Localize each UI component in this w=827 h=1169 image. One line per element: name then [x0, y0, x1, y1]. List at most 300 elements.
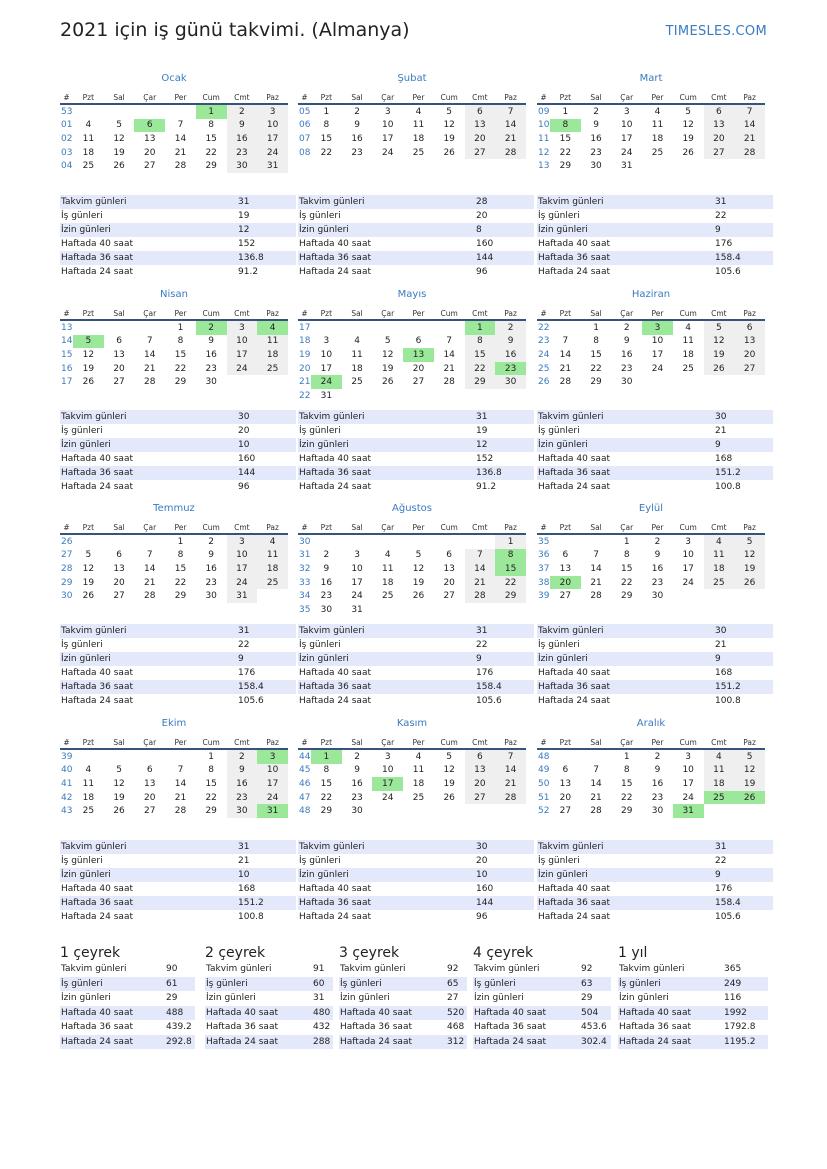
- day-cell: 13: [704, 119, 735, 133]
- month-stats: [60, 410, 296, 494]
- stat-label: Haftada 40 saat: [299, 884, 371, 894]
- day-cell: 21: [174, 147, 187, 158]
- week-row: [60, 375, 288, 389]
- day-cell: 23: [621, 363, 633, 374]
- day-cell: 28: [495, 791, 526, 805]
- stat-row: [60, 882, 296, 896]
- day-cell: 11: [257, 549, 288, 563]
- week-row: [60, 320, 288, 335]
- day-cell: 26: [113, 806, 125, 817]
- day-cell: 20: [144, 147, 156, 158]
- day-cell: 27: [412, 377, 425, 388]
- stat-row: [537, 452, 773, 466]
- stat-label: Haftada 40 saat: [206, 1007, 278, 1018]
- stat-value: 92: [447, 964, 459, 974]
- week-number: 26: [61, 536, 73, 547]
- month-name: Haziran: [631, 289, 671, 300]
- stat-value: 105.6: [715, 912, 741, 922]
- stat-row: [60, 868, 296, 882]
- month-name: Aralık: [636, 718, 666, 729]
- day-cell: 22: [320, 792, 333, 803]
- stat-label: Haftada 40 saat: [61, 239, 133, 249]
- day-cell: [581, 534, 612, 549]
- weekday-header: Pzt: [73, 521, 104, 534]
- stat-value: 453.6: [581, 1022, 607, 1032]
- weekday-header-row: [537, 91, 765, 104]
- month-calendar: [298, 72, 526, 159]
- stat-value: 12: [238, 225, 250, 235]
- month-name: Mart: [639, 73, 663, 84]
- day-cell: 16: [651, 778, 664, 789]
- stat-value: 27: [447, 993, 459, 1003]
- week-row: [60, 589, 288, 603]
- month-calendar: [537, 502, 765, 603]
- stat-label: Haftada 36 saat: [340, 1022, 412, 1032]
- day-cell: 16: [227, 132, 258, 146]
- day-cell: 6: [446, 550, 453, 561]
- stat-value: 31: [476, 412, 488, 422]
- stat-label: İş günleri: [538, 211, 580, 221]
- stat-label: İzin günleri: [61, 654, 111, 664]
- day-cell: 25: [382, 591, 394, 602]
- day-cell: 4: [704, 534, 735, 549]
- day-cell: 1: [623, 536, 630, 547]
- week-number: 29: [61, 577, 73, 588]
- weekday-header: Pzt: [311, 91, 342, 104]
- day-cell: 9: [654, 765, 661, 776]
- stat-value: 249: [724, 978, 742, 989]
- stat-value: 168: [715, 668, 733, 678]
- stat-row: [60, 1020, 195, 1035]
- month-calendar: [60, 72, 288, 173]
- day-cell: [372, 320, 403, 335]
- day-cell: [165, 104, 196, 119]
- day-cell: 1: [177, 322, 184, 333]
- stat-label: Takvim günleri: [61, 626, 127, 636]
- day-cell: 14: [495, 119, 526, 133]
- stat-label: Haftada 40 saat: [61, 884, 133, 894]
- month-calendar: [298, 288, 526, 403]
- stat-label: Haftada 24 saat: [474, 1036, 546, 1047]
- week-row: [298, 389, 526, 403]
- day-cell: 24: [227, 576, 258, 590]
- day-cell: [734, 589, 765, 603]
- stat-label: Haftada 24 saat: [61, 912, 133, 922]
- stat-row: [60, 251, 296, 265]
- stat-row: [473, 991, 611, 1006]
- week-row: [298, 320, 526, 335]
- day-cell: [673, 159, 704, 173]
- weekday-header: Paz: [257, 736, 288, 749]
- stat-value: 29: [166, 993, 178, 1003]
- day-cell: 8: [323, 765, 330, 776]
- stat-value: 91.2: [476, 482, 497, 492]
- day-cell: [104, 320, 135, 335]
- day-cell: 8: [465, 335, 496, 349]
- day-cell: 28: [590, 591, 602, 602]
- day-cell: 13: [113, 563, 125, 574]
- day-cell: 7: [146, 550, 153, 561]
- stat-row: [339, 1006, 467, 1021]
- day-cell: 4: [354, 336, 360, 347]
- stat-label: Takvim günleri: [61, 197, 127, 207]
- week-row: [60, 335, 288, 349]
- period-summary: [473, 945, 611, 1049]
- day-cell: 16: [495, 348, 526, 362]
- stat-row: [473, 1020, 611, 1035]
- day-cell: 17: [682, 563, 694, 574]
- brand-link[interactable]: TIMESLES.COM: [665, 24, 767, 39]
- week-row: [60, 804, 288, 818]
- week-row: [298, 791, 526, 805]
- month-name: Temmuz: [153, 503, 195, 514]
- day-cell: 19: [113, 147, 125, 158]
- day-cell: 28: [495, 146, 526, 160]
- stat-value: 158.4: [238, 682, 264, 692]
- day-cell: 9: [323, 563, 330, 574]
- week-row: [537, 791, 765, 805]
- month-calendar: [60, 717, 288, 818]
- stat-label: Takvim günleri: [299, 626, 365, 636]
- day-cell: 16: [621, 349, 633, 360]
- stat-value: 1195.2: [724, 1036, 756, 1047]
- day-cell: 6: [704, 104, 735, 119]
- day-cell: 31: [257, 159, 288, 173]
- week-number: 05: [299, 106, 311, 117]
- stat-value: 144: [476, 898, 494, 908]
- day-cell: 13: [734, 335, 765, 349]
- day-cell: 28: [734, 146, 765, 160]
- week-number: 22: [299, 390, 311, 401]
- stat-label: Haftada 24 saat: [538, 696, 610, 706]
- weekday-header: Paz: [495, 91, 526, 104]
- stat-value: 31: [238, 197, 250, 207]
- stat-row: [537, 638, 773, 652]
- day-cell: 21: [495, 132, 526, 146]
- day-cell: 12: [382, 349, 394, 360]
- day-cell: [257, 375, 288, 389]
- week-number: 21: [299, 377, 311, 388]
- day-cell: 29: [621, 806, 633, 817]
- day-cell: 29: [205, 161, 217, 172]
- weekday-header: Cmt: [465, 91, 496, 104]
- week-row: [60, 562, 288, 576]
- stat-value: 116: [724, 993, 742, 1003]
- stat-value: 31: [476, 626, 488, 636]
- stat-label: Haftada 36 saat: [299, 468, 371, 478]
- month-grid: [60, 307, 288, 389]
- stat-value: 158.4: [476, 682, 502, 692]
- stat-label: İzin günleri: [206, 993, 256, 1003]
- day-cell: 26: [412, 591, 425, 602]
- holiday-day-cell: 25: [704, 791, 735, 805]
- stat-label: Takvim günleri: [206, 964, 272, 974]
- stat-row: [205, 1020, 333, 1035]
- period-title: 2 çeyrek: [205, 945, 266, 961]
- month-grid: [537, 736, 765, 818]
- day-cell: 20: [443, 577, 455, 588]
- stat-row: [618, 1035, 768, 1050]
- stat-row: [537, 910, 773, 924]
- month-grid: [298, 91, 526, 159]
- day-cell: 26: [443, 792, 455, 803]
- day-cell: 12: [443, 765, 455, 776]
- day-cell: 2: [623, 322, 630, 333]
- holiday-day-cell: 1: [465, 320, 496, 335]
- holiday-day-cell: 1: [196, 104, 227, 119]
- stat-value: 176: [715, 239, 733, 249]
- stat-row: [60, 209, 296, 223]
- day-cell: 1: [323, 106, 330, 117]
- stat-value: 20: [238, 426, 250, 436]
- stat-label: İzin günleri: [61, 993, 111, 1003]
- stat-label: İzin günleri: [538, 870, 588, 880]
- weekday-header: Cum: [434, 307, 465, 320]
- week-number-header: #: [537, 307, 550, 320]
- day-cell: 26: [443, 147, 455, 158]
- stat-value: 8: [476, 225, 482, 235]
- stat-label: İş günleri: [61, 640, 103, 650]
- stat-label: Haftada 36 saat: [61, 468, 133, 478]
- week-number-header: #: [60, 521, 73, 534]
- week-row: [298, 576, 526, 590]
- stat-label: Haftada 24 saat: [61, 267, 133, 277]
- stat-label: Haftada 36 saat: [474, 1022, 546, 1032]
- stat-row: [298, 910, 534, 924]
- stat-label: Haftada 24 saat: [61, 1036, 133, 1047]
- stat-label: Haftada 36 saat: [61, 1022, 133, 1032]
- day-cell: [704, 589, 735, 603]
- day-cell: 12: [82, 349, 95, 360]
- day-cell: 2: [227, 749, 258, 764]
- stat-label: İzin günleri: [538, 225, 588, 235]
- month-name: Şubat: [397, 73, 427, 84]
- stat-row: [60, 624, 296, 638]
- weekday-header: Sal: [342, 307, 373, 320]
- stat-value: 176: [715, 884, 733, 894]
- day-cell: 8: [593, 336, 599, 347]
- week-row: [60, 576, 288, 590]
- stat-label: İzin günleri: [538, 440, 588, 450]
- holiday-day-cell: 8: [495, 549, 526, 563]
- day-cell: [642, 159, 673, 173]
- day-cell: 12: [82, 563, 95, 574]
- day-cell: 24: [257, 791, 288, 805]
- stat-label: Haftada 24 saat: [340, 1036, 412, 1047]
- weekday-header: Sal: [581, 307, 612, 320]
- day-cell: [372, 534, 403, 549]
- stat-value: 60: [313, 978, 325, 989]
- day-cell: 11: [351, 349, 363, 360]
- weekday-header: Paz: [257, 307, 288, 320]
- week-number: 40: [61, 765, 73, 776]
- stat-row: [537, 666, 773, 680]
- day-cell: 31: [227, 589, 258, 603]
- day-cell: [104, 534, 135, 549]
- day-cell: 8: [323, 120, 330, 131]
- day-cell: 16: [320, 577, 333, 588]
- week-row: [537, 549, 765, 563]
- stat-value: 30: [238, 412, 250, 422]
- day-cell: 30: [651, 806, 664, 817]
- weekday-header: Per: [165, 521, 196, 534]
- day-cell: [342, 389, 373, 403]
- week-number: 01: [61, 120, 73, 131]
- day-cell: 7: [465, 549, 496, 563]
- week-row: [298, 362, 526, 376]
- stat-label: İş günleri: [61, 211, 103, 221]
- month-stats: [298, 624, 534, 708]
- stat-row: [60, 991, 195, 1006]
- day-cell: 25: [82, 161, 95, 172]
- stat-row: [537, 195, 773, 209]
- week-row: [537, 132, 765, 146]
- weekday-header: Per: [642, 91, 673, 104]
- month-calendar: [60, 288, 288, 389]
- stat-label: Haftada 24 saat: [61, 696, 133, 706]
- day-cell: 19: [412, 577, 425, 588]
- day-cell: 28: [559, 377, 572, 388]
- weekday-header: Cmt: [704, 736, 735, 749]
- day-cell: 18: [651, 133, 664, 144]
- stat-label: Takvim günleri: [299, 842, 365, 852]
- stat-value: 22: [715, 211, 727, 221]
- holiday-day-cell: 3: [642, 320, 673, 335]
- week-number-header: #: [60, 736, 73, 749]
- week-row: [60, 534, 288, 549]
- day-cell: 22: [205, 792, 217, 803]
- period-title: 3 çeyrek: [339, 945, 400, 961]
- stat-label: Takvim günleri: [340, 964, 406, 974]
- day-cell: 22: [495, 576, 526, 590]
- day-cell: 28: [174, 161, 187, 172]
- day-cell: [134, 104, 165, 119]
- day-cell: 27: [559, 806, 572, 817]
- stat-row: [298, 251, 534, 265]
- day-cell: 14: [443, 349, 455, 360]
- weekday-header-row: [298, 521, 526, 534]
- day-cell: 20: [113, 577, 125, 588]
- day-cell: 28: [465, 589, 496, 603]
- week-number: 39: [538, 591, 550, 602]
- day-cell: 19: [443, 133, 455, 144]
- stat-value: 12: [476, 440, 488, 450]
- week-number: 08: [299, 147, 311, 158]
- day-cell: 17: [257, 132, 288, 146]
- stat-label: Takvim günleri: [538, 842, 604, 852]
- day-cell: 19: [82, 577, 95, 588]
- weekday-header: Per: [165, 91, 196, 104]
- stat-label: Haftada 40 saat: [61, 1007, 133, 1018]
- holiday-day-cell: 31: [673, 804, 704, 818]
- month-stats: [537, 624, 773, 708]
- stat-value: 105.6: [238, 696, 264, 706]
- stat-label: Haftada 40 saat: [299, 239, 371, 249]
- weekday-header: Sal: [104, 307, 135, 320]
- day-cell: 30: [320, 604, 333, 615]
- stat-value: 100.8: [715, 482, 741, 492]
- day-cell: 30: [590, 161, 602, 172]
- day-cell: 18: [412, 133, 425, 144]
- weekday-header: Sal: [104, 521, 135, 534]
- stat-row: [537, 680, 773, 694]
- week-number: 03: [61, 147, 73, 158]
- day-cell: 28: [174, 806, 187, 817]
- week-number: 24: [538, 349, 550, 360]
- stat-value: 160: [476, 884, 494, 894]
- day-cell: 24: [682, 577, 694, 588]
- day-cell: 8: [208, 765, 215, 776]
- stat-value: 65: [447, 978, 459, 989]
- stat-value: 439.2: [166, 1022, 192, 1032]
- weekday-header: Çar: [134, 736, 165, 749]
- day-cell: 11: [412, 765, 425, 776]
- weekday-header: Pzt: [311, 521, 342, 534]
- stat-value: 30: [715, 412, 727, 422]
- day-cell: 14: [144, 563, 156, 574]
- day-cell: 24: [651, 363, 664, 374]
- day-cell: 14: [495, 764, 526, 778]
- day-cell: 6: [116, 550, 122, 561]
- day-cell: [311, 320, 342, 335]
- day-cell: [403, 320, 434, 335]
- day-cell: 21: [174, 792, 187, 803]
- stat-label: İş günleri: [538, 426, 580, 436]
- weekday-header: Cum: [196, 736, 227, 749]
- stat-value: 10: [238, 440, 250, 450]
- stat-label: Haftada 36 saat: [206, 1022, 278, 1032]
- week-row: [537, 362, 765, 376]
- stat-label: İzin günleri: [340, 993, 390, 1003]
- stat-label: Haftada 40 saat: [538, 668, 610, 678]
- day-cell: [495, 389, 526, 403]
- weekday-header: Cum: [434, 91, 465, 104]
- day-cell: 26: [113, 161, 125, 172]
- stat-label: İzin günleri: [299, 440, 349, 450]
- stat-row: [60, 638, 296, 652]
- day-cell: [550, 320, 581, 335]
- month-stats: [60, 624, 296, 708]
- day-cell: 18: [382, 577, 394, 588]
- day-cell: 28: [144, 377, 156, 388]
- day-cell: [734, 375, 765, 389]
- day-cell: 6: [415, 336, 422, 347]
- week-row: [537, 764, 765, 778]
- day-cell: 24: [227, 362, 258, 376]
- day-cell: 23: [590, 147, 602, 158]
- stat-value: 302.4: [581, 1036, 607, 1047]
- month-stats: [60, 840, 296, 924]
- month-grid: [298, 307, 526, 403]
- day-cell: 5: [446, 106, 453, 117]
- day-cell: 5: [384, 336, 391, 347]
- weekday-header: Paz: [734, 736, 765, 749]
- day-cell: 17: [682, 778, 694, 789]
- day-cell: 28: [443, 377, 455, 388]
- day-cell: 14: [174, 133, 187, 144]
- day-cell: 14: [590, 563, 602, 574]
- stat-value: 21: [238, 856, 250, 866]
- day-cell: 23: [205, 577, 217, 588]
- day-cell: [311, 534, 342, 549]
- day-cell: 13: [443, 563, 455, 574]
- stat-value: 9: [238, 654, 244, 664]
- week-number: 30: [61, 591, 73, 602]
- stat-row: [298, 452, 534, 466]
- stat-label: Haftada 24 saat: [299, 696, 371, 706]
- stat-row: [60, 223, 296, 237]
- stat-row: [298, 694, 534, 708]
